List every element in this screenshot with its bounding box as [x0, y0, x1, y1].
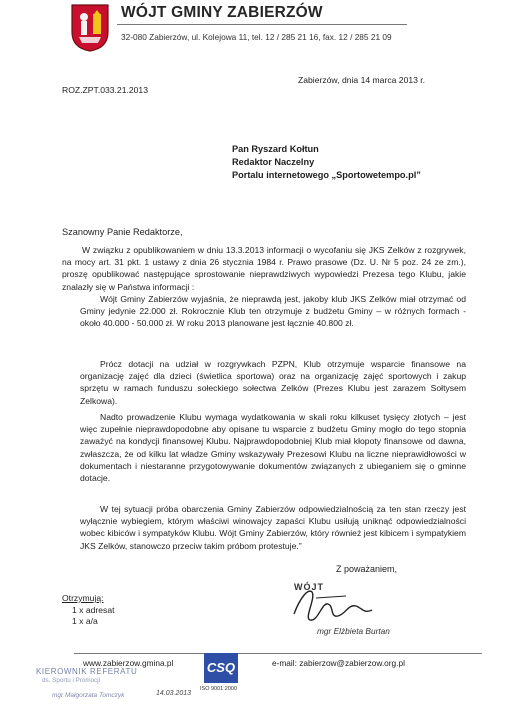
recipient-role: Redaktor Naczelny [232, 157, 315, 167]
recipients-list [62, 593, 115, 628]
department-stamp-title: KIEROWNIK REFERATU [36, 667, 138, 676]
letter-date: Zabierzów, dnia 14 marca 2013 r. [298, 75, 426, 85]
department-stamp-name: mgr Małgorzata Tomczyk [52, 692, 125, 699]
csq-certification-logo: CSQ [204, 653, 238, 683]
salutation: Szanowny Panie Redaktorze, [62, 227, 183, 237]
official-stamp: WÓJT [294, 582, 324, 592]
department-stamp-date: 14.03.2013 [156, 690, 192, 697]
iso-label: ISO 9001:2000 [200, 686, 238, 692]
closing: Z poważaniem, [336, 564, 398, 574]
reference-number: ROZ.ZPT.033.21.2013 [62, 85, 148, 95]
recipient-block [232, 143, 421, 182]
recipient-organization: Portalu internetowego „Sportowetempo.pl” [232, 170, 421, 180]
footer-divider [74, 653, 482, 654]
recipients-item: 1 x adresat [72, 604, 115, 615]
letterhead-address: 32-080 Zabierzów, ul. Kolejowa 11, tel. 12 / 285 21 16, fax. 12 / 285 21 09 [121, 32, 392, 42]
recipients-heading: Otrzymują: [62, 593, 104, 603]
footer-website: www.zabierzow.gmina.pl [83, 658, 174, 668]
coat-of-arms-icon [71, 4, 109, 52]
paragraph-5: W tej sytuacji próba obarczenia Gminy Zabierzów odpowiedzialnością za ten stan rzeczy jest wyłącznie wybiegiem, którym właściwi winowajcy zapaści Klubu usiłują uniknąć odpowiedzialności wobec kibiców i sympatyków Klubu. Wójt Gminy Zabierzów, który również jest kibicem i sympatykiem JKS Zelków, stanowczo przeciw takim próbom protestuje.” [80, 504, 466, 551]
footer-email: e-mail: zabierzow@zabierzow.org.pl [272, 658, 405, 668]
recipients-item: 1 x a/a [72, 616, 98, 626]
paragraph-4: Nadto prowadzenie Klubu wymaga wydatkowania w skali roku kilkuset tysięcy złotych – jest więc zupełnie nieprawdopodobne aby opisane tu wsparcie z budżetu Gminy mogło do tego stopnia zaważyć na kondycji finansowej Klubu. Najprawdopodobniej Klub miał kłopoty finansowe od dawna, zwłaszcza, że od kilku lat władze Gminy wskazywały Prezesowi Klubu na liczne nieprawidłowości w dokumentach i niestaranne przygotowywanie dokumentów związanych z ubieganiem się o gminne dotacje. [80, 412, 466, 484]
paragraph-2: Wójt Gminy Zabierzów wyjaśnia, że nieprawdą jest, jakoby klub JKS Zelków miał otrzymać od Gminy jedynie 22.000 zł. Rokrocznie Klub ten otrzymuje z budżetu Gminy – w różnych formach - około 40.000 - 50.000 zł. W roku 2013 planowane jest łącznie 40.800 zł. [80, 294, 466, 329]
recipient-name: Pan Ryszard Kołtun [232, 144, 319, 154]
department-stamp-subtitle: ds. Sportu i Promocji [42, 677, 101, 684]
paragraph-1: W związku z opublikowaniem w dniu 13.3.2013 informacji o wycofaniu się JKS Zelków z rozgrywek, na mocy art. 31 pkt. 1 ustawy z dnia 26 stycznia 1984 r. Prawo prasowe (Dz. U. Nr 5 poz. 24 ze zm.), proszę opublikować następujące sprostowanie nieprawdziwych wypowiedzi Prezesa tego Klubu, jakie znalazły się w Państwa informacji : [62, 245, 466, 292]
paragraph-3: Prócz dotacji na udział w rozgrywkach PZPN, Klub otrzymuje wsparcie finansowe na organizację zajęć dla dzieci (świetlica sportowa) oraz na organizację zajęć sportowych i zakup sprzętu w ramach funduszu sołeckiego sołectwa Zelków (Prezes Klubu jest zarazem Sołtysem Zelkowa). [80, 359, 466, 406]
letterhead-divider [117, 24, 407, 25]
letterhead-title: WÓJT GMINY ZABIERZÓW [121, 4, 323, 21]
signatory-name: mgr Elżbieta Burtan [317, 626, 390, 636]
